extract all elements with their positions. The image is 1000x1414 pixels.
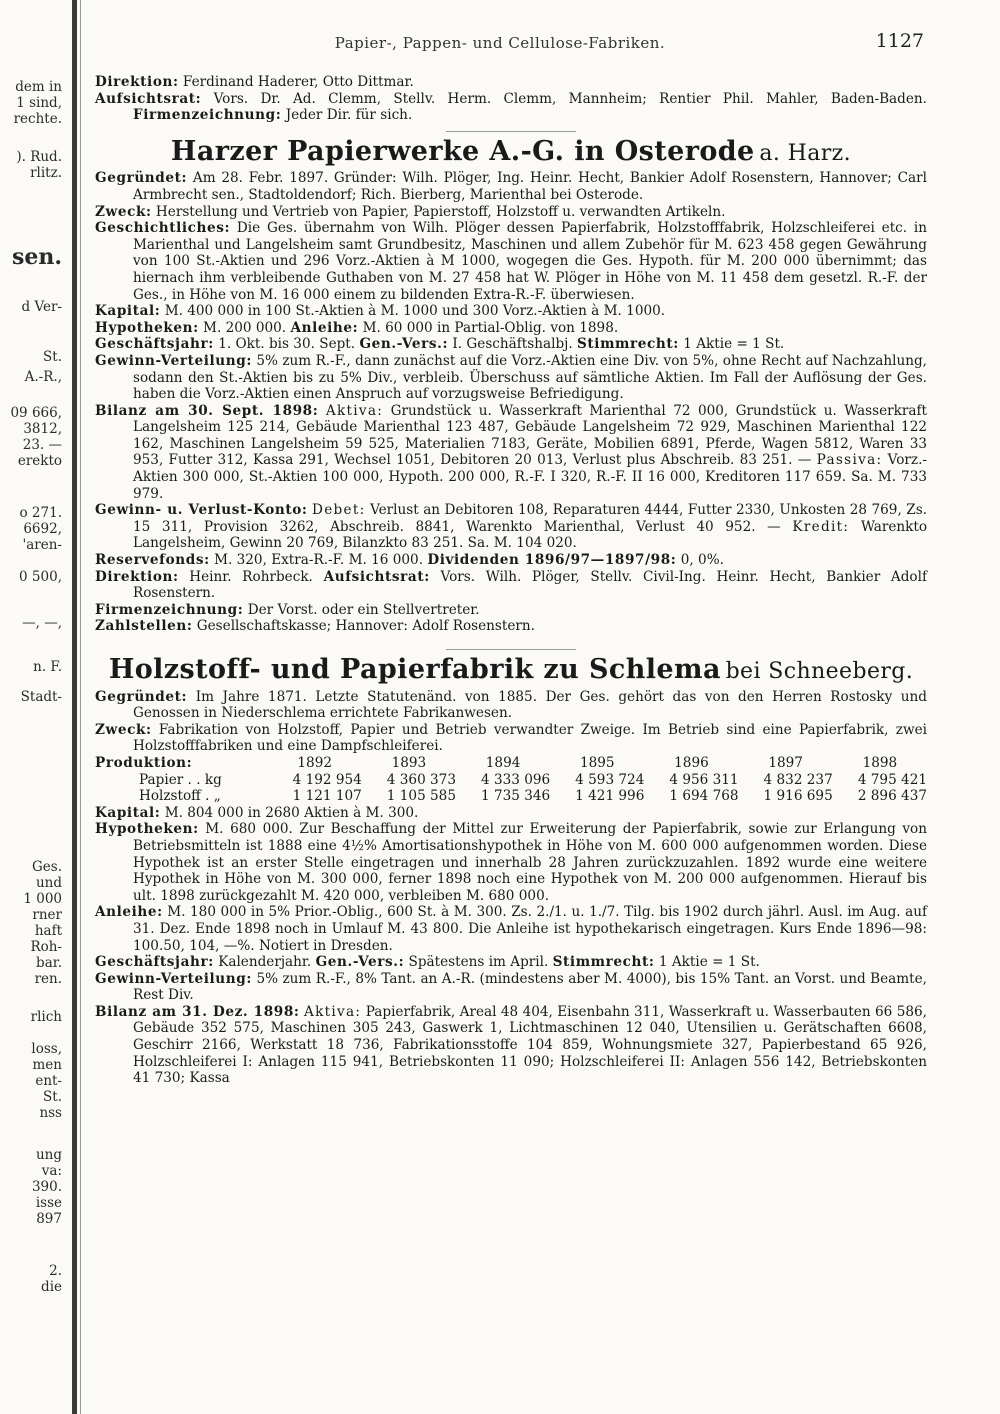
margin-fragment: loss,	[31, 1041, 62, 1057]
harzer-gegruendet: Gegründet: Am 28. Febr. 1897. Gründer: Wilh. Plöger, Ing. Heinr. Hecht, Bankier Adolf Rosenstern, Hannover; Carl Armbrecht sen., Stadtoldendorf; Rich. Bierberg, Marienthal bei Osterode.	[95, 170, 927, 203]
margin-fragment: ren.	[34, 971, 62, 987]
margin-fragment: 3812,	[23, 421, 62, 437]
value-cell: 4 360 373	[386, 771, 456, 788]
value-cell: 4 192 954	[292, 771, 362, 788]
margin-fragment: rner	[32, 907, 62, 923]
margin-fragment: die	[41, 1279, 62, 1295]
margin-fragment: Roh-	[30, 939, 62, 955]
margin-fragment: ent-	[35, 1073, 62, 1089]
production-label: Produktion:	[95, 754, 193, 771]
harzer-hypotheken: Hypotheken: M. 200 000. Anleihe: M. 60 000 in Partial-Oblig. von 1898.	[95, 319, 619, 336]
year-cell: 1893	[391, 754, 427, 771]
margin-fragment: und	[35, 875, 62, 891]
schlema-anleihe: Anleihe: M. 180 000 in 5% Prior.-Oblig., 600 St. à M. 300. Zs. 2./1. u. 1./7. Tilg. bis 1902 durch jährl. Ausl. im Aug. auf 31. Dez. Ende 1898 noch in Umlauf M. 43 800. Die Anleihe ist hypothekarisch eingetragen. Kurs Ende 1896—98: 100.50, 104, —%. Notiert in Dresden.	[95, 904, 928, 954]
value-cell: 4 832 237	[763, 771, 833, 788]
margin-fragment: —, —,	[22, 615, 62, 631]
year-cell: 1898	[862, 754, 898, 771]
page-number: 1127	[875, 30, 924, 52]
harzer-firmenzeichnung: Firmenzeichnung: Der Vorst. oder ein Stellvertreter.	[95, 601, 480, 618]
section-divider	[446, 131, 576, 132]
value-cell: 4 795 421	[857, 771, 927, 788]
harzer-geschichtliches: Geschichtliches: Die Ges. übernahm von Wilh. Plöger dessen Papierfabrik, Holzstofffabrik, Holzschleiferei etc. in Marienthal und Langelsheim samt Grundbesitz, Maschinen und allem Zubehör für M. 623 458 gegen Gewährung von 100 St.-Aktien und 296 Vorz.-Aktien à M 1000, wogegen die Ges. Hypoth. für M. 200 000 übernimmt; das hiernach ihm verbleibende Guthaben von M. 27 458 hat W. Plöger in Höhe von M. 11 458 dem gesetzl. R.-F. der Ges., in Höhe von M. 16 000 einem zu bildenden Extra-R.-F. überwiesen.	[95, 220, 927, 303]
schlema-kapital: Kapital: M. 804 000 in 2680 Aktien à M. 300.	[95, 804, 419, 821]
section-divider	[446, 649, 576, 650]
previous-page-fragment	[0, 70, 66, 1410]
margin-fragment: rechte.	[13, 111, 62, 127]
margin-fragment: 23. —	[22, 437, 62, 453]
harzer-direktion: Direktion: Heinr. Rohrbeck. Aufsichtsrat: Vors. Wilh. Plöger, Stellv. Civil-Ing. Heinr. Hecht, Bankier Adolf Rosenstern.	[95, 568, 927, 602]
value-cell: 4 956 311	[669, 771, 739, 788]
schlema-gewinnverteilung: Gewinn-Verteilung: 5% zum R.-F., 8% Tant. an A.-R. (mindestens aber M. 4000), bis 15% Tant. an Vorst. und Beamte, Rest Div.	[95, 970, 928, 1004]
margin-fragment: Ges.	[32, 859, 62, 875]
year-cell: 1897	[768, 754, 803, 771]
margin-fragment: o 271.	[19, 505, 62, 521]
margin-fragment: isse	[35, 1195, 62, 1211]
year-cell: 1894	[485, 754, 521, 771]
prev-direktion: Direktion: Ferdinand Haderer, Otto Dittmar.	[95, 74, 414, 90]
main-column	[95, 74, 927, 1087]
value-cell: 4 593 724	[575, 771, 645, 788]
harzer-zweck: Zweck: Herstellung und Vertrieb von Papier, Papierstoff, Holzstoff u. verwandten Artikeln.	[95, 203, 726, 220]
page-gutter	[72, 0, 77, 1414]
harzer-zahlstellen: Zahlstellen: Gesellschaftskasse; Hannover: Adolf Rosenstern.	[95, 618, 535, 635]
production-table	[95, 755, 927, 805]
margin-fragment: erekto	[17, 453, 62, 469]
value-cell: 1 694 768	[669, 788, 739, 805]
margin-fragment: Stadt-	[20, 689, 62, 705]
year-cell: 1895	[579, 754, 615, 771]
margin-fragment: va:	[41, 1163, 62, 1179]
schlema-bilanz: Bilanz am 31. Dez. 1898: Aktiva: Papierfabrik, Areal 48 404, Eisenbahn 311, Wasserkraft u. Wasserbauten 66 586, Gebäude 352 575, Maschinen 305 243, Gaswerk 1, Lichtmaschinen 12 040, Utensilien u. Gerätschaften 6608, Geschirr 2166, Werkstatt 18 736, Fabrikationsstoffe 104 859, Wohnungsmiete 327, Papierbestand 65 926, Holzschleiferei I: Anlagen 115 941, Betriebskonten 11 090; Holzschleiferei II: Anlagen 556 142, Betriebskonten 41 730; Kassa	[95, 1003, 927, 1087]
margin-fragment: St.	[43, 1089, 62, 1105]
production-row-papier	[95, 772, 927, 789]
harzer-gewinnverteilung: Gewinn-Verteilung: 5% zum R.-F., dann zunächst auf die Vorz.-Aktien eine Div. von 5%, ohne Recht auf Nachzahlung, sodann den St.-Aktien bis zu 5% Div., verbleib. Überschuss auf sämtliche Aktien. Im Fall der Auflösung der Ges. haben die Vorz.-Aktien einen Anspruch auf vorzugsweise Befriedigung.	[95, 352, 927, 403]
schlema-zweck: Zweck: Fabrikation von Holzstoff, Papier und Betrieb verwandter Zweige. Im Betrieb sind eine Papierfabrik, zwei Holzstofffabriken und eine Dampfschleiferei.	[95, 721, 927, 755]
margin-fragment: ). Rud.	[16, 149, 62, 165]
value-cell: 1 105 585	[386, 788, 456, 805]
margin-fragment: A.-R.,	[24, 369, 62, 385]
margin-fragment: 897	[36, 1211, 62, 1227]
schlema-geschaeftsjahr: Geschäftsjahr: Kalenderjahr. Gen.-Vers.: Spätestens im April. Stimmrecht: 1 Aktie = 1 St.	[95, 954, 760, 971]
company-title-schlema: Holzstoff- und Papierfabrik zu Schlema bei Schneeberg.	[108, 654, 914, 685]
running-title: Papier-, Pappen- und Cellulose-Fabriken.	[334, 34, 666, 52]
margin-fragment: 390.	[31, 1179, 62, 1195]
value-cell: 2 896 437	[857, 788, 927, 805]
page-gutter-line	[80, 0, 81, 1414]
value-cell: 1 421 996	[575, 788, 645, 805]
prev-aufsichtsrat: Aufsichtsrat: Vors. Dr. Ad. Clemm, Stellv. Herm. Clemm, Mannheim; Rentier Phil. Mahler, Baden-Baden. Firmenzeichnung: Jeder Dir. für sich.	[95, 90, 927, 124]
value-cell: 1 735 346	[480, 788, 551, 805]
margin-fragment: 0 500,	[19, 569, 62, 585]
harzer-guv: Gewinn- u. Verlust-Konto: Debet: Verlust an Debitoren 108, Reparaturen 4444, Futter 2330, Unkosten 28 769, Zs. 15 311, Provision 3262, Abschreib. 8841, Warenkto Marienthal, Verlust 40 952. — Kredit: Warenkto Langelsheim, Gewinn 20 769, Bilanzkto 83 251. Sa. M. 104 020.	[95, 502, 928, 552]
margin-fragment: men	[32, 1057, 62, 1073]
harzer-reservefonds: Reservefonds: M. 320, Extra-R.-F. M. 16 000. Dividenden 1896/97—1897/98: 0, 0%.	[95, 552, 724, 569]
year-cell: 1892	[297, 754, 332, 771]
margin-fragment: rlich	[30, 1009, 62, 1025]
margin-fragment: 'aren-	[22, 537, 62, 553]
company-title-harzer: Harzer Papierwerke A.-G. in Osterode a. Harz.	[170, 135, 852, 167]
margin-fragment: ung	[35, 1147, 62, 1163]
margin-fragment: 1 sind,	[16, 95, 62, 111]
row-label: Holzstoff . „	[139, 788, 221, 805]
schlema-hypotheken: Hypotheken: M. 680 000. Zur Beschaffung der Mittel zur Erweiterung der Papierfabrik, sowie zur Erlangung von Betriebsmitteln ist 1888 eine 4½% Amortisationshypothek in Höhe von M. 600 000 aufgenommen worden. Diese Hypothek ist an erster Stelle eingetragen und innerhalb 28 Jahren zurückzuzahlen. 1892 wurde eine weitere Hypothek in Höhe von M. 300 000, ferner 1898 noch eine Hypothek von M. 200 000 aufgenommen. Hierauf bis ult. 1898 zurückgezahlt M. 420 000, verbleiben M. 680 000.	[95, 821, 927, 904]
value-cell: 4 333 096	[480, 771, 551, 788]
harzer-kapital: Kapital: M. 400 000 in 100 St.-Aktien à M. 1000 und 300 Vorz.-Aktien à M. 1000.	[95, 303, 666, 320]
margin-fragment: bar.	[36, 955, 62, 971]
margin-fragment: n. F.	[33, 659, 62, 675]
harzer-geschaeftsjahr: Geschäftsjahr: 1. Okt. bis 30. Sept. Gen.-Vers.: I. Geschäftshalbj. Stimmrecht: 1 Aktie = 1 St.	[95, 336, 785, 353]
margin-fragment: St.	[43, 349, 62, 365]
margin-fragment: rlitz.	[30, 165, 62, 181]
margin-fragment: 1 000	[23, 891, 62, 907]
margin-fragment: dem in	[15, 79, 62, 95]
production-header-row	[95, 755, 927, 772]
margin-fragment: nss	[39, 1105, 62, 1121]
margin-fragment: 2.	[49, 1263, 62, 1279]
value-cell: 1 121 107	[292, 788, 362, 805]
margin-fragment: 6692,	[23, 521, 62, 537]
margin-fragment: sen.	[11, 244, 62, 270]
harzer-bilanz: Bilanz am 30. Sept. 1898: Aktiva: Grundstück u. Wasserkraft Marienthal 72 000, Grundstück u. Wasserkraft Langelsheim 125 214, Gebäude Marienthal 123 487, Gebäude Langelsheim 72 929, Maschinen Marienthal 122 162, Maschinen Langelsheim 59 525, Materialien 7183, Geräte, Mobilien 6891, Pferde, Wagen 5812, Waren 33 953, Futter 312, Kassa 291, Wechsel 1051, Debitoren 20 013, Verlust plus Abschreib. 83 251. — Passiva: Vorz.-Aktien 300 000, St.-Aktien 100 000, Hypoth. 200 000, R.-F. I 320, R.-F. II 16 000, Kreditoren 117 659. Sa. M. 733 979.	[95, 402, 927, 502]
year-cell: 1896	[674, 754, 709, 771]
value-cell: 1 916 695	[763, 788, 833, 805]
margin-fragment: haft	[34, 923, 62, 939]
schlema-gegruendet: Gegründet: Im Jahre 1871. Letzte Statutenänd. von 1885. Der Ges. gehört das von den Herren Rostosky und Genossen in Niederschlema errichtete Fabrikanwesen.	[95, 688, 928, 722]
margin-fragment: d Ver-	[21, 299, 62, 315]
row-label: Papier . . kg	[139, 771, 222, 788]
production-row-holzstoff	[95, 788, 927, 805]
margin-fragment: 09 666,	[10, 405, 62, 421]
